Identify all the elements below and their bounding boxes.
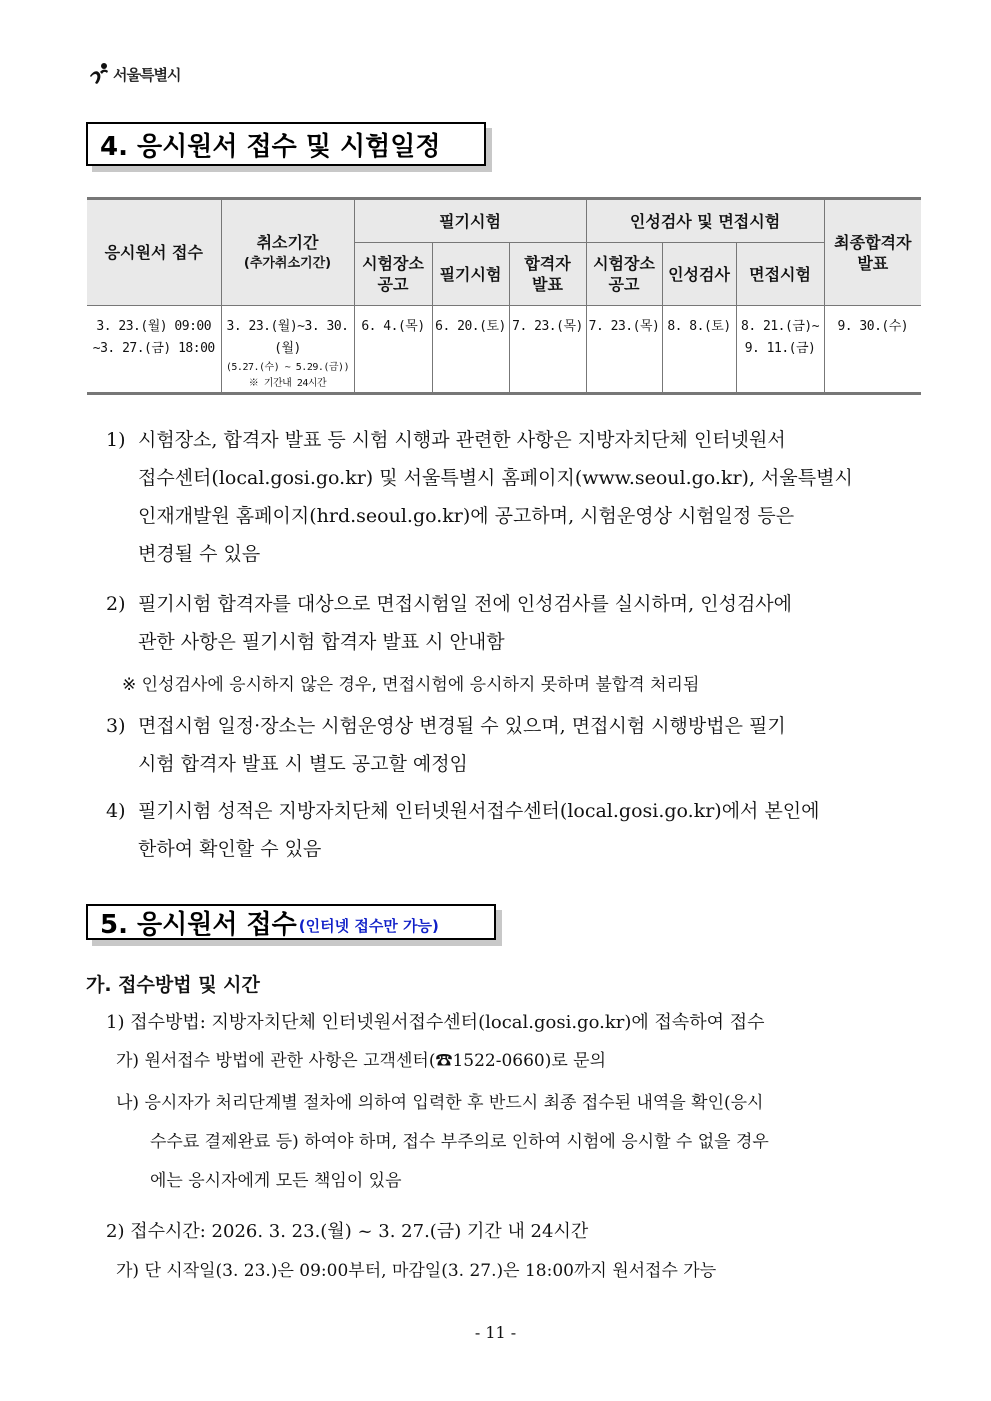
header-written-group: 필기시험	[354, 199, 586, 243]
header-interview: 면접시험	[736, 243, 824, 306]
cell-personality: 8. 8.(토)	[662, 306, 736, 394]
cell-application: 3. 23.(월) 09:00 ~3. 27.(금) 18:00	[87, 306, 221, 394]
cell-written: 6. 20.(토)	[432, 306, 509, 394]
header-venue-2: 시험장소 공고	[586, 243, 662, 306]
seoul-logo-icon	[88, 62, 110, 86]
header-venue: 시험장소 공고	[354, 243, 432, 306]
header-interview-group: 인성검사 및 면접시험	[586, 199, 824, 243]
header-written-exam: 필기시험	[432, 243, 509, 306]
note-3: 3) 면접시험 일정·장소는 시험운영상 변경될 수 있으며, 면접시험 시행방법은 필기 시험 합격자 발표 시 별도 공고할 예정임	[106, 715, 786, 775]
method-item-a: 가) 원서접수 방법에 관한 사항은 고객센터(☎1522-0660)로 문의	[116, 1051, 607, 1071]
page-number: - 11 -	[474, 1323, 517, 1342]
cell-pass: 7. 23.(목)	[509, 306, 586, 394]
section-5-title	[86, 904, 496, 940]
cell-interview: 8. 21.(금)~ 9. 11.(금)	[736, 306, 824, 394]
method-item-b: 나) 응시자가 처리단계별 절차에 의하여 입력한 후 반드시 최종 접수된 내역을 확인(응시 수수료 결제완료 등) 하여야 하며, 접수 부주의로 인하여 시험에 응시할 수 없을 경우 에는 응시자에게 모든 책임이 있음	[116, 1093, 769, 1191]
time-item-a: 가) 단 시작일(3. 23.)은 09:00부터, 마감일(3. 27.)은 18:00까지 원서접수 가능	[116, 1261, 717, 1281]
cell-final: 9. 30.(수)	[824, 306, 921, 394]
section-5-title-sub: (인터넷 접수만 가능)	[298, 916, 439, 935]
note-1: 1) 시험장소, 합격자 발표 등 시험 시행과 관련한 사항은 지방자치단체 인터넷원서 접수센터(local.gosi.go.kr) 및 서울특별시 홈페이지(www.seoul.go.kr), 서울특별시 인재개발원 홈페이지(hrd.seoul.go.kr)에 공고하며, 시험운영상 시험일정 등은 변경될 수 있음	[106, 429, 853, 565]
section-4-title-text: 4. 응시원서 접수 및 시험일정	[100, 131, 441, 162]
note-4: 4) 필기시험 성적은 지방자치단체 인터넷원서접수센터(local.gosi.go.kr)에서 본인에 한하여 확인할 수 있음	[106, 800, 820, 860]
cell-venue-2: 7. 23.(목)	[586, 306, 662, 394]
section-4-title	[86, 122, 486, 166]
cell-cancel: 3. 23.(월)~3. 30.(월) (5.27.(수) ~ 5.29.(금)) ※ 기간내 24시간	[221, 306, 354, 394]
header-final: 최종합격자 발표	[824, 199, 921, 306]
note-2: 2) 필기시험 합격자를 대상으로 면접시험일 전에 인성검사를 실시하며, 인성검사에 관한 사항은 필기시험 합격자 발표 시 안내함	[106, 593, 793, 653]
header-pass-announce: 합격자 발표	[509, 243, 586, 306]
subheading-method: 가. 접수방법 및 시간	[86, 974, 260, 996]
method-item: 1) 접수방법: 지방자치단체 인터넷원서접수센터(local.gosi.go.kr)에 접속하여 접수	[106, 1012, 765, 1033]
cell-venue: 6. 4.(목)	[354, 306, 432, 394]
header-cancel-period: 취소기간 (추가취소기간)	[221, 199, 354, 306]
asterisk-note: ※ 인성검사에 응시하지 않은 경우, 면접시험에 응시하지 못하며 불합격 처리됨	[122, 675, 700, 695]
time-item: 2) 접수시간: 2026. 3. 23.(월) ~ 3. 27.(금) 기간 내 24시간	[106, 1221, 589, 1242]
header-application: 응시원서 접수	[87, 199, 221, 306]
schedule-table	[87, 197, 921, 395]
seoul-logo	[88, 62, 180, 86]
header-personality: 인성검사	[662, 243, 736, 306]
section-5-title-text: 5. 응시원서 접수	[100, 909, 297, 940]
table-row	[87, 306, 921, 394]
logo-text: 서울특별시	[113, 65, 181, 84]
